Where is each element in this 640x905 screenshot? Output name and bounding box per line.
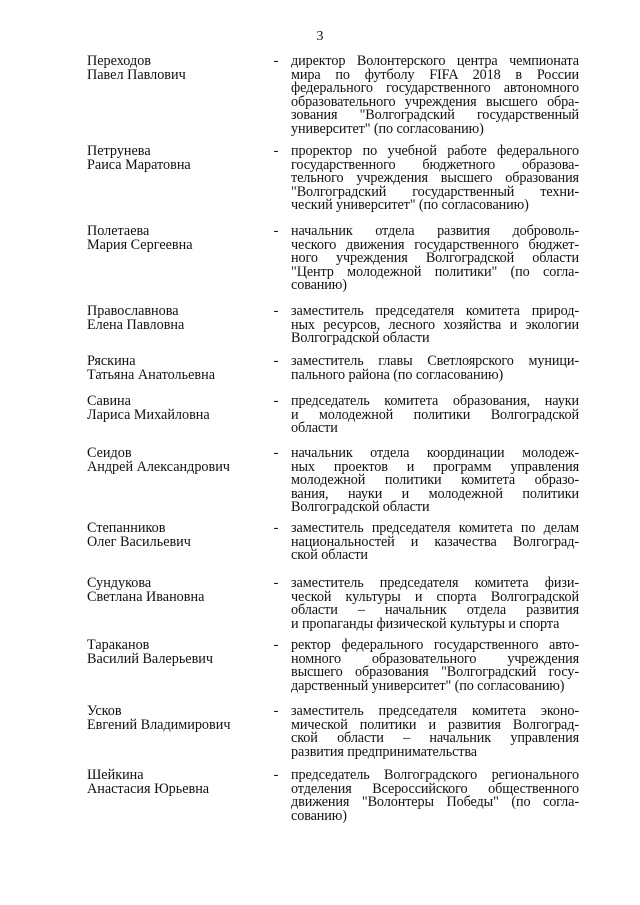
- position-line: заместитель председателя комитета по делам: [291, 520, 579, 536]
- member-given-names: Татьяна Анатольевна: [87, 366, 215, 383]
- member-position: [291, 522, 579, 563]
- member-position: [291, 305, 579, 346]
- dash-separator: -: [273, 223, 279, 239]
- position-line: молодежной политики комитета образо-: [291, 472, 579, 489]
- position-line: ческий университет" (по согласованию): [291, 197, 529, 214]
- position-line: Волгоградской области: [291, 499, 430, 516]
- member-position: [291, 705, 579, 759]
- member-surname: Переходов: [87, 53, 151, 69]
- member-surname: Ряскина: [87, 353, 136, 369]
- dash-separator: -: [273, 303, 279, 319]
- dash-separator: -: [273, 143, 279, 159]
- position-line: заместитель председателя комитета природ-: [291, 303, 579, 319]
- member-surname: Полетаева: [87, 223, 150, 239]
- position-line: ного учреждения Волгоградской области: [291, 250, 579, 267]
- member-name: [87, 577, 262, 604]
- position-line: образовательного учреждения высшего обра-: [291, 93, 579, 110]
- member-surname: Шейкина: [87, 767, 144, 783]
- member-name: [87, 225, 262, 252]
- member-given-names: Елена Павловна: [87, 316, 185, 333]
- member-name: [87, 447, 262, 474]
- member-surname: Петрунева: [87, 143, 151, 159]
- position-line: сованию): [291, 277, 347, 294]
- position-line: движения "Волонтеры Победы" (по согла-: [291, 794, 579, 811]
- member-position: [291, 577, 579, 631]
- position-line: высшего образования "Волгоградский госу-: [291, 664, 579, 681]
- position-line: ской области: [291, 547, 368, 564]
- member-given-names: Светлана Ивановна: [87, 588, 205, 605]
- position-line: "Волгоградский государственный техни-: [291, 183, 579, 200]
- position-line: вания, науки и молодежной политики: [291, 485, 579, 502]
- member-surname: Савина: [87, 393, 131, 409]
- member-position: [291, 639, 579, 693]
- member-given-names: Василий Валерьевич: [87, 650, 214, 667]
- position-line: зования "Волгоградский государственный: [291, 107, 579, 124]
- member-position: [291, 55, 579, 137]
- position-line: председатель комитета образования, науки: [291, 393, 579, 409]
- position-line: и молодежной политики Волгоградской: [291, 406, 579, 423]
- position-line: и пропаганды физической культуры и спорта: [291, 615, 560, 632]
- position-line: ской области – начальник управления: [291, 730, 579, 747]
- dash-separator: -: [273, 393, 279, 409]
- position-line: ных проектов и программ управления: [291, 458, 579, 475]
- position-line: отделения Всероссийского общественного: [291, 780, 579, 797]
- position-line: развития предпринимательства: [291, 743, 477, 760]
- dash-separator: -: [273, 703, 279, 719]
- position-line: заместитель главы Светлоярского муници-: [291, 353, 579, 369]
- position-line: Волгоградской области: [291, 330, 430, 347]
- position-line: заместитель председателя комитета физи-: [291, 575, 579, 591]
- member-position: [291, 395, 579, 436]
- position-line: проректор по учебной работе федерального: [291, 143, 579, 159]
- member-name: [87, 395, 262, 422]
- position-line: ректор федерального государственного авто-: [291, 637, 579, 653]
- member-name: [87, 305, 262, 332]
- position-line: "Центр молодежной политики" (по согла-: [291, 263, 579, 280]
- dash-separator: -: [273, 520, 279, 536]
- member-name: [87, 522, 262, 549]
- page-number: 3: [316, 29, 324, 44]
- position-line: национальностей и казачества Волгоград-: [291, 533, 579, 550]
- member-name: [87, 705, 262, 732]
- member-given-names: Евгений Владимирович: [87, 716, 231, 733]
- position-line: директор Волонтерского центра чемпионата: [291, 53, 579, 69]
- position-line: мира по футболу FIFA 2018 в России: [291, 66, 579, 83]
- position-line: мической политики и развития Волгоград-: [291, 716, 579, 733]
- position-line: заместитель председателя комитета эконо-: [291, 703, 579, 719]
- position-line: государственного бюджетного образова-: [291, 156, 579, 173]
- member-given-names: Андрей Александрович: [87, 458, 230, 475]
- member-surname: Усков: [87, 703, 122, 719]
- member-name: [87, 639, 262, 666]
- position-line: дарственный университет" (по согласованию): [291, 677, 565, 694]
- member-given-names: Анастасия Юрьевна: [87, 780, 210, 797]
- dash-separator: -: [273, 637, 279, 653]
- dash-separator: -: [273, 53, 279, 69]
- position-line: сованию): [291, 807, 347, 824]
- member-given-names: Лариса Михайловна: [87, 406, 210, 423]
- position-line: номного образовательного учреждения: [291, 650, 579, 667]
- position-line: области – начальник отдела развития: [291, 602, 579, 619]
- position-line: ных ресурсов, лесного хозяйства и экологии: [291, 316, 579, 333]
- member-position: [291, 145, 579, 213]
- position-line: начальник отдела развития доброволь-: [291, 223, 579, 239]
- member-position: [291, 355, 579, 382]
- member-position: [291, 225, 579, 293]
- position-line: пального района (по согласованию): [291, 366, 504, 383]
- member-surname: Степанников: [87, 520, 166, 536]
- member-surname: Тараканов: [87, 637, 150, 653]
- position-line: ческой культуры и спорта Волгоградской: [291, 588, 579, 605]
- position-line: университет" (по согласованию): [291, 120, 484, 137]
- dash-separator: -: [273, 767, 279, 783]
- member-position: [291, 769, 579, 823]
- position-line: тельного учреждения высшего образования: [291, 170, 579, 187]
- member-name: [87, 55, 262, 82]
- member-position: [291, 447, 579, 515]
- member-surname: Сеидов: [87, 445, 132, 461]
- member-name: [87, 145, 262, 172]
- position-line: области: [291, 420, 338, 437]
- dash-separator: -: [273, 575, 279, 591]
- member-given-names: Раиса Маратовна: [87, 156, 191, 173]
- member-name: [87, 355, 262, 382]
- member-surname: Православнова: [87, 303, 179, 319]
- dash-separator: -: [273, 353, 279, 369]
- dash-separator: -: [273, 445, 279, 461]
- member-surname: Сундукова: [87, 575, 152, 591]
- position-line: федерального государственного автономного: [291, 80, 579, 97]
- position-line: председатель Волгоградского регионального: [291, 767, 579, 783]
- position-line: начальник отдела координации молодеж-: [291, 445, 579, 461]
- member-name: [87, 769, 262, 796]
- member-given-names: Олег Васильевич: [87, 533, 191, 550]
- member-given-names: Мария Сергеевна: [87, 236, 193, 253]
- position-line: ческого движения государственного бюджет-: [291, 236, 579, 253]
- member-given-names: Павел Павлович: [87, 66, 186, 83]
